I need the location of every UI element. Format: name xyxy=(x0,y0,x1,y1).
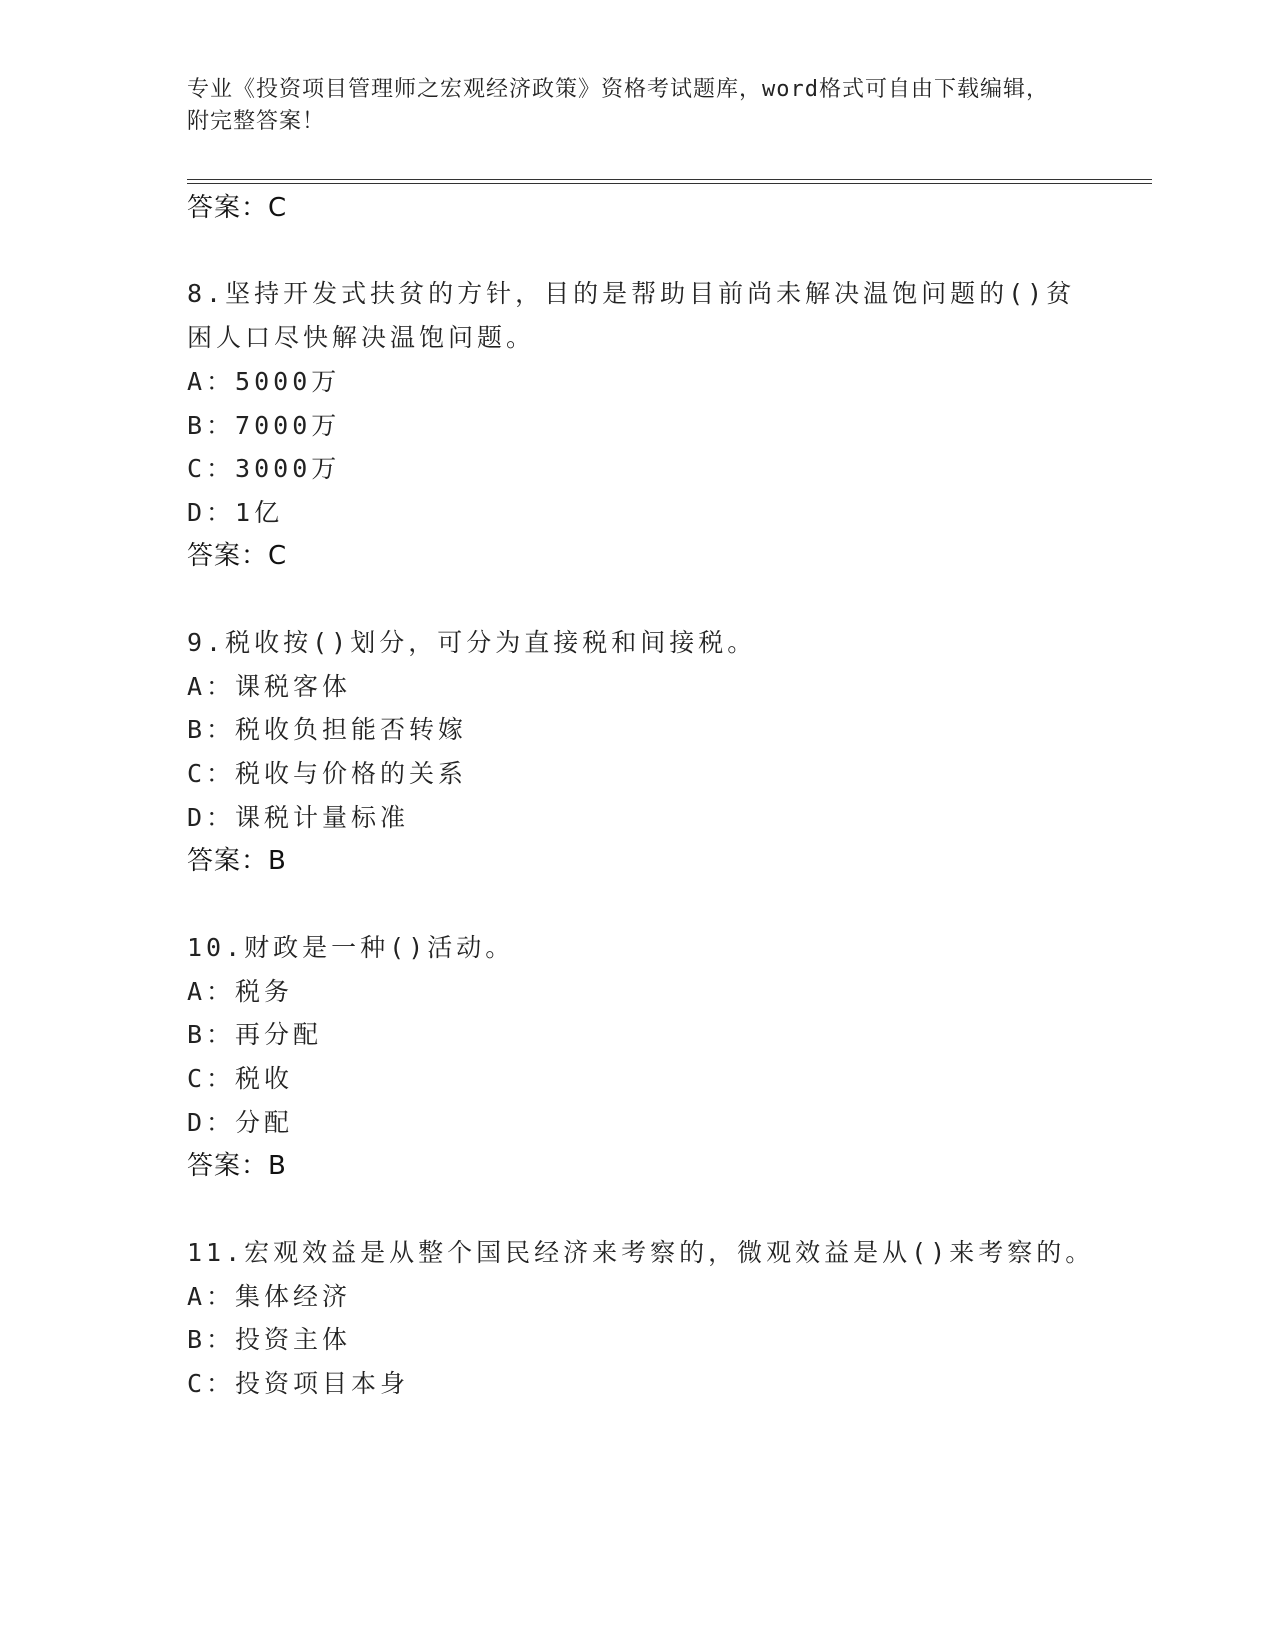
question-9-option-a: A：课税客体 xyxy=(187,672,352,701)
question-9-option-d: D：课税计量标准 xyxy=(187,803,410,832)
question-9-option-b: B：税收负担能否转嫁 xyxy=(187,715,468,744)
answer-previous: 答案：C xyxy=(187,193,288,223)
question-11-option-b: B：投资主体 xyxy=(187,1325,352,1354)
question-9-stem: 9.税收按()划分，可分为直接税和间接税。 xyxy=(187,628,757,657)
question-8-stem-line1: 8.坚持开发式扶贫的方针，目的是帮助目前尚未解决温饱问题的()贫 xyxy=(187,279,1076,308)
question-10-option-d: D：分配 xyxy=(187,1108,294,1137)
question-11-stem: 11.宏观效益是从整个国民经济来考察的，微观效益是从()来考察的。 xyxy=(187,1238,1095,1267)
question-10-option-c: C：税收 xyxy=(187,1064,294,1093)
question-10-answer: 答案：B xyxy=(187,1151,287,1181)
question-9-option-c: C：税收与价格的关系 xyxy=(187,759,468,788)
question-8-stem-line2: 困人口尽快解决温饱问题。 xyxy=(187,323,536,352)
question-10-stem: 10.财政是一种()活动。 xyxy=(187,933,515,962)
question-11-option-c: C：投资项目本身 xyxy=(187,1369,410,1398)
question-10-option-b: B：再分配 xyxy=(187,1020,323,1049)
question-8-option-d: D：1亿 xyxy=(187,498,284,527)
question-10-option-a: A：税务 xyxy=(187,977,294,1006)
question-11-option-a: A：集体经济 xyxy=(187,1282,352,1311)
question-8-answer: 答案：C xyxy=(187,541,288,571)
question-9-answer: 答案：B xyxy=(187,846,287,876)
page-header-description: 专业《投资项目管理师之宏观经济政策》资格考试题库，word格式可自由下载编辑，附完整答案！ xyxy=(187,77,1049,134)
question-8-option-c: C：3000万 xyxy=(187,454,341,483)
question-8-option-b: B：7000万 xyxy=(187,411,341,440)
header-divider-top xyxy=(187,179,1152,180)
question-8-option-a: A：5000万 xyxy=(187,367,341,396)
header-divider-bottom xyxy=(187,183,1152,184)
